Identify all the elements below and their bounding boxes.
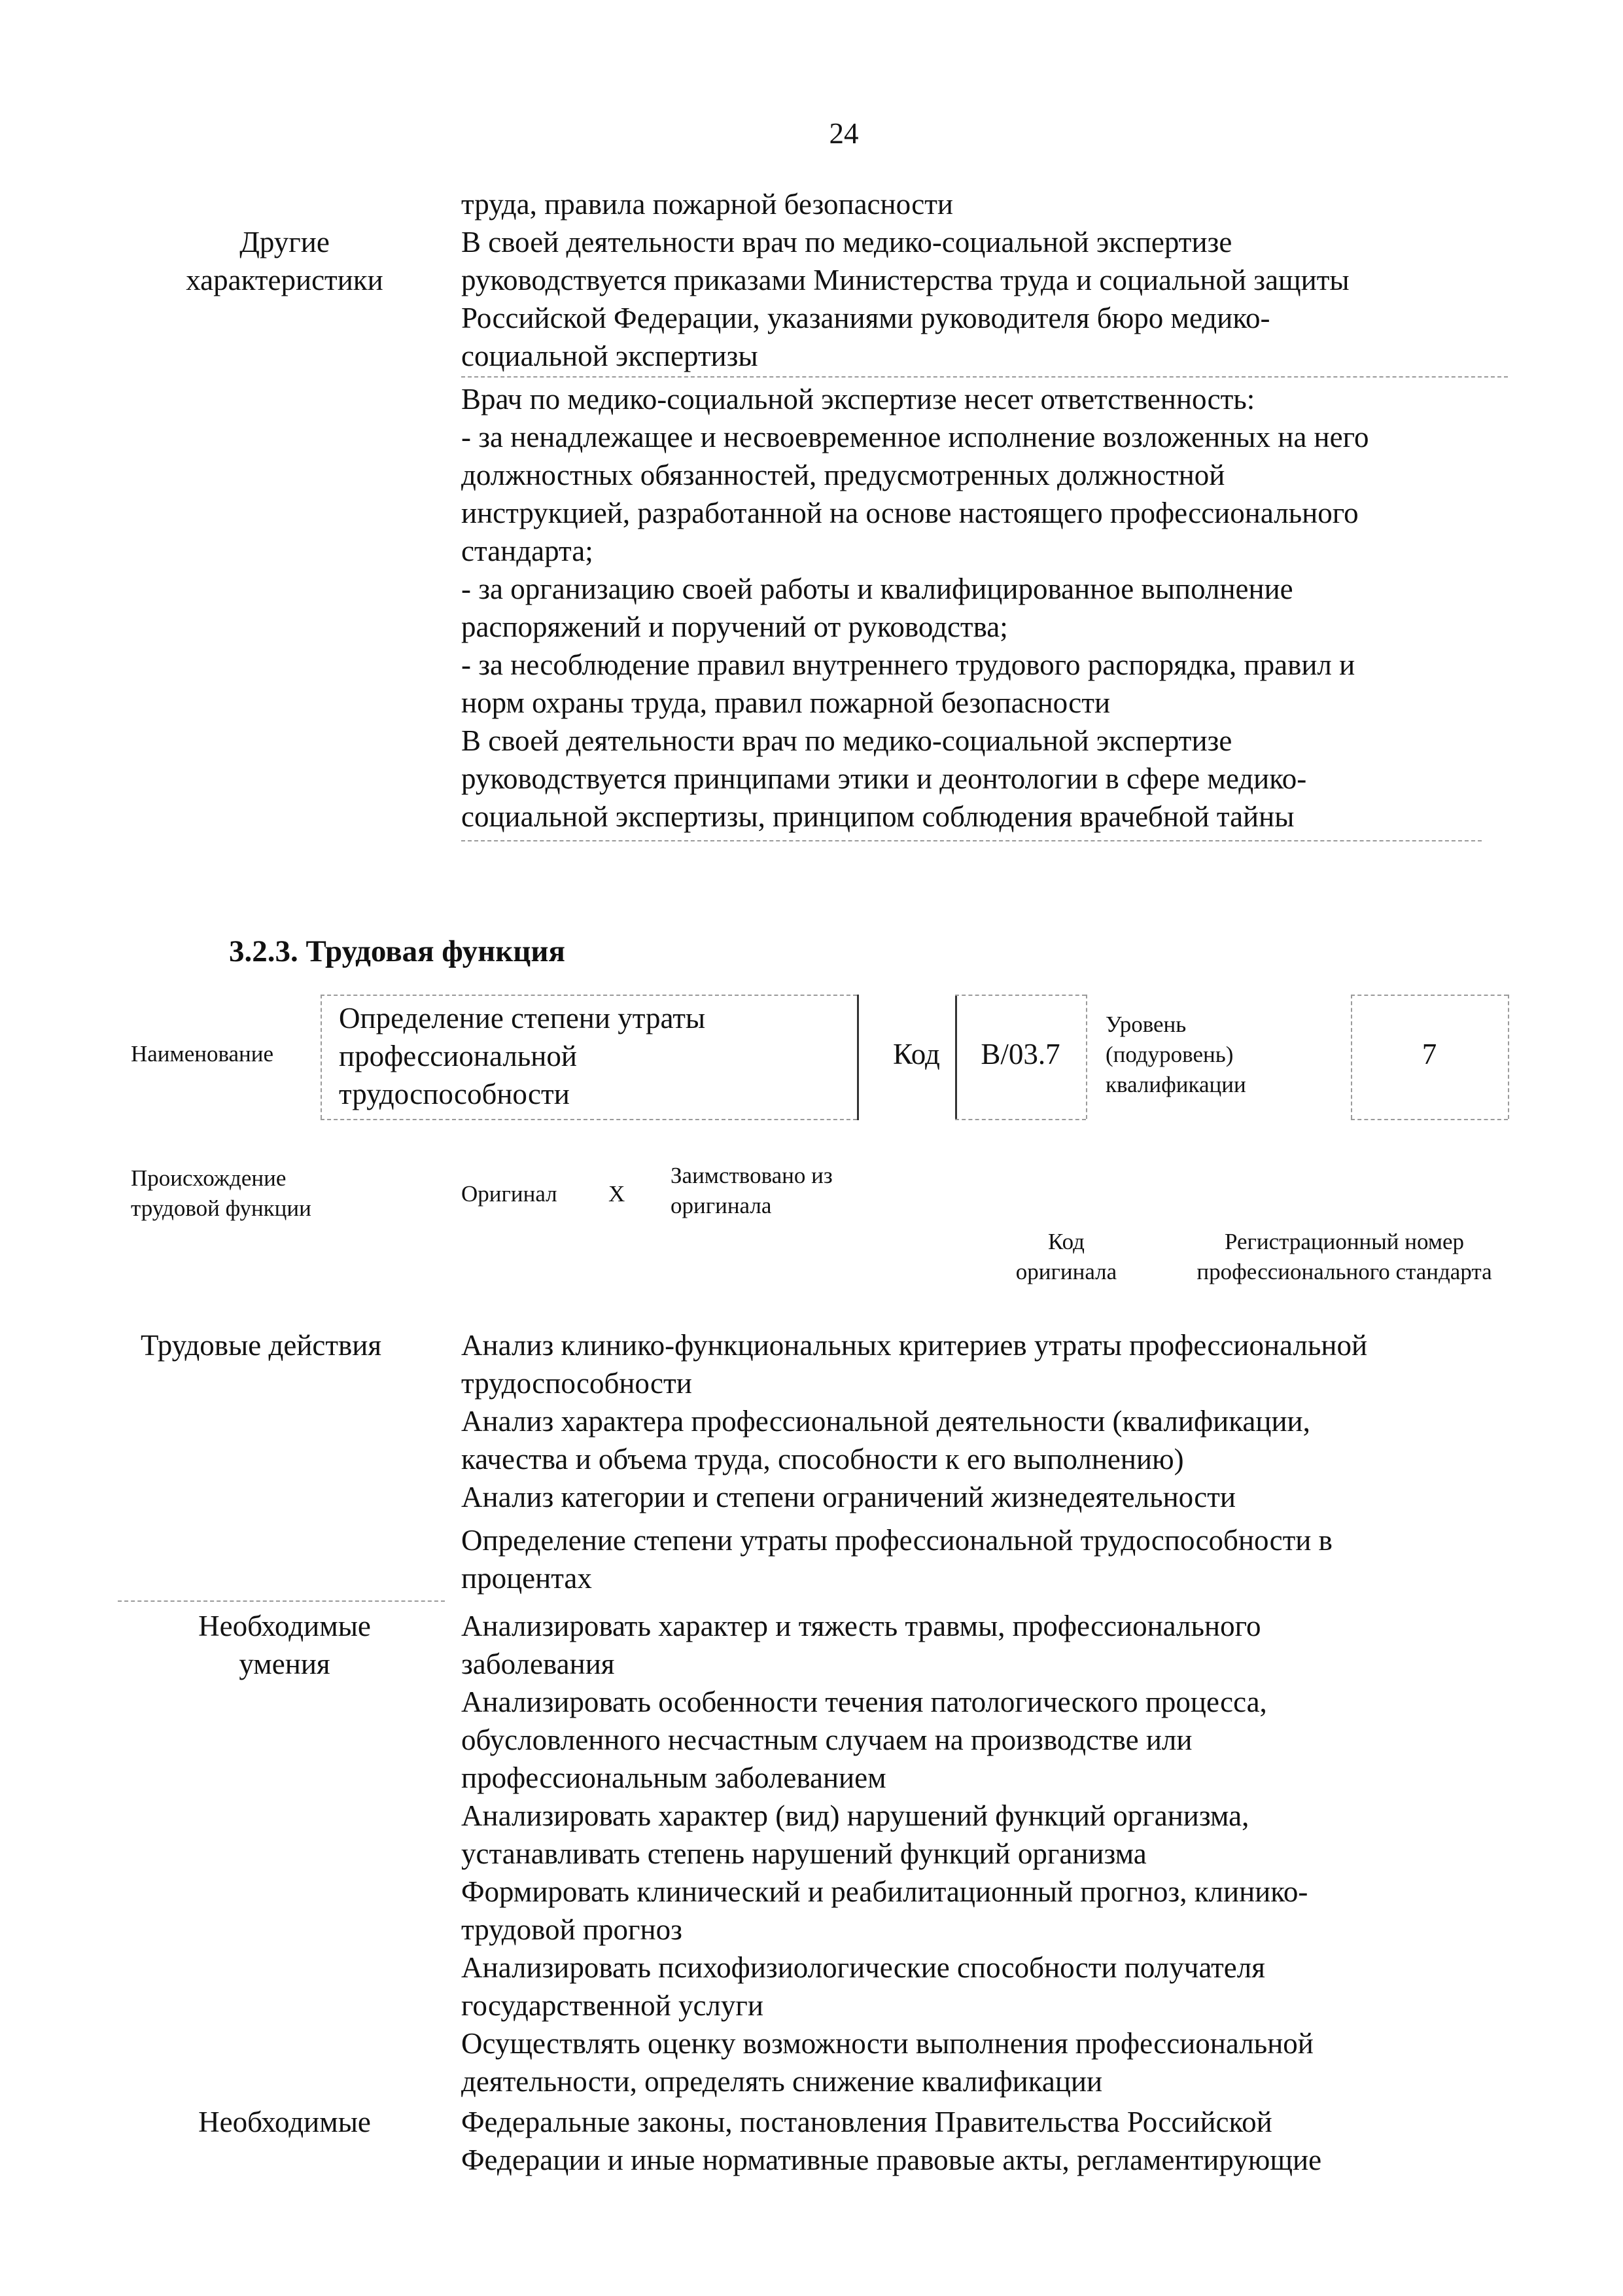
text-line: Анализировать психофизиологические способности получателя	[461, 1951, 1265, 1984]
label-line: Другие	[239, 226, 330, 258]
list-item	[461, 1607, 1314, 1683]
function-name	[339, 999, 705, 1113]
name-box-top-border	[321, 995, 857, 996]
text-line: Анализ клинико-функциональных критериев утраты профессиональной	[461, 1329, 1368, 1362]
level-box-right-border	[1508, 995, 1509, 1119]
text-line: умения	[239, 1648, 330, 1680]
text-line: Анализировать характер и тяжесть травмы, профессионального	[461, 1610, 1261, 1642]
text-line: профессиональным заболеванием	[461, 1761, 886, 1794]
continuation-line: труда, правила пожарной безопасности	[461, 188, 953, 221]
text-line: профессиональной	[339, 1040, 577, 1072]
text-line: Анализ категории и степени ограничений жизнедеятельности	[461, 1481, 1236, 1513]
text-line: руководствуется принципами этики и деонтологии в сфере медико-	[461, 762, 1307, 795]
text-line: Российской Федерации, указаниями руководителя бюро медико-	[461, 302, 1270, 334]
text-line: Анализировать особенности течения патологического процесса,	[461, 1686, 1267, 1718]
level-box-bottom-border	[1351, 1119, 1508, 1120]
label-line: характеристики	[186, 264, 383, 296]
text-line: (подуровень)	[1106, 1042, 1234, 1067]
level-box-top-border	[1351, 995, 1508, 996]
text-line: инструкцией, разработанной на основе настоящего профессионального	[461, 497, 1359, 529]
text-line: процентах	[461, 1562, 592, 1595]
original-label: Оригинал	[461, 1181, 557, 1207]
code-box-top-border	[955, 995, 1086, 996]
labor-actions-label: Трудовые действия	[141, 1329, 382, 1362]
list-item	[461, 1683, 1314, 1797]
list-item	[461, 1478, 1367, 1516]
text-line: оригинала	[1015, 1259, 1117, 1284]
row-divider	[461, 376, 1508, 378]
list-item	[461, 1873, 1314, 1949]
text-line: Осуществлять оценку возможности выполнения профессиональной	[461, 2027, 1314, 2060]
text-line: Уровень	[1106, 1012, 1187, 1037]
text-line: норм охраны труда, правил пожарной безопасности	[461, 686, 1111, 719]
text-line: Определение степени утраты	[339, 1002, 706, 1034]
code-original-label	[1001, 1227, 1132, 1287]
text-line: Код	[1048, 1229, 1085, 1254]
text-line: Необходимые	[198, 1610, 371, 1642]
text-line: В своей деятельности врач по медико-социальной экспертизе	[461, 226, 1232, 258]
list-item	[461, 1326, 1367, 1402]
text-line: социальной экспертизы, принципом соблюдения врачебной тайны	[461, 800, 1295, 833]
other-characteristics-block2	[461, 380, 1369, 836]
text-line: - за ненадлежащее и несвоевременное исполнение возложенных на него	[461, 421, 1369, 453]
text-line: устанавливать степень нарушений функций организма	[461, 1837, 1147, 1870]
text-line: Врач по медико-социальной экспертизе несет ответственность:	[461, 383, 1255, 415]
other-characteristics-label	[154, 223, 415, 299]
text-line: руководствуется приказами Министерства труда и социальной защиты	[461, 264, 1350, 296]
page-number: 24	[829, 117, 859, 150]
text-line: В своей деятельности врач по медико-социальной экспертизе	[461, 724, 1232, 757]
text-line: деятельности, определять снижение квалификации	[461, 2065, 1103, 2098]
code-box-bottom-border	[955, 1119, 1086, 1120]
list-item	[461, 1949, 1314, 2024]
text-line: обусловленного несчастным случаем на производстве или	[461, 1723, 1193, 1756]
list-item	[461, 2103, 1321, 2179]
text-line: трудоспособности	[339, 1078, 570, 1110]
origin-label	[131, 1163, 311, 1224]
name-box-right-border	[857, 995, 859, 1120]
list-item	[461, 1402, 1367, 1478]
text-line: заболевания	[461, 1648, 615, 1680]
row-divider	[118, 1600, 445, 1602]
text-line: должностных обязанностей, предусмотренных должностной	[461, 459, 1225, 491]
code-box-right-border	[1086, 995, 1087, 1119]
text-line: Анализ характера профессиональной деятельности (квалификации,	[461, 1405, 1310, 1438]
text-line: Происхождение	[131, 1165, 287, 1191]
text-line: Определение степени утраты профессиональной трудоспособности в	[461, 1524, 1333, 1557]
text-line: Анализировать характер (вид) нарушений функций организма,	[461, 1799, 1249, 1832]
text-line: стандарта;	[461, 535, 593, 567]
text-line: - за несоблюдение правил внутреннего трудового распорядка, правил и	[461, 648, 1355, 681]
required-skills-list	[461, 1607, 1314, 2100]
other-characteristics-block1	[461, 223, 1350, 375]
text-line: Формировать клинический и реабилитационный прогноз, клинико-	[461, 1875, 1308, 1908]
text-line: Федеральные законы, постановления Правительства Российской	[461, 2106, 1272, 2138]
text-line: социальной экспертизы	[461, 340, 758, 372]
list-item	[461, 2024, 1314, 2100]
name-box-bottom-border	[321, 1119, 857, 1120]
level-label	[1106, 1010, 1246, 1100]
required-skills-label	[154, 1607, 415, 1683]
code-value: B/03.7	[981, 1038, 1060, 1070]
original-mark: X	[608, 1181, 625, 1207]
row-divider	[461, 840, 1482, 841]
level-value: 7	[1422, 1038, 1437, 1070]
required-knowledge-label: Необходимые	[198, 2106, 371, 2138]
section-title: 3.2.3. Трудовая функция	[229, 934, 565, 968]
text-line: Регистрационный номер	[1224, 1229, 1465, 1254]
text-line: трудоспособности	[461, 1367, 692, 1400]
list-item	[461, 1521, 1367, 1597]
text-line: профессионального стандарта	[1196, 1259, 1492, 1284]
text-line: государственной услуги	[461, 1989, 763, 2022]
text-line: оригинала	[671, 1193, 772, 1218]
borrowed-label	[671, 1161, 833, 1221]
text-line: качества и объема труда, способности к его выполнению)	[461, 1443, 1184, 1475]
text-line: трудовой прогноз	[461, 1913, 682, 1946]
labor-actions-list	[461, 1326, 1367, 1597]
text-line: распоряжений и поручений от руководства;	[461, 610, 1008, 643]
text-line: - за организацию своей работы и квалифицированное выполнение	[461, 573, 1293, 605]
name-box-left-border	[321, 995, 322, 1119]
text-line: квалификации	[1106, 1072, 1246, 1097]
required-knowledge-list	[461, 2103, 1321, 2179]
text-line: трудовой функции	[131, 1195, 311, 1221]
reg-number-label	[1171, 1227, 1518, 1287]
name-label: Наименование	[131, 1041, 274, 1067]
text-line: Федерации и иные нормативные правовые акты, регламентирующие	[461, 2144, 1322, 2176]
text-line: Заимствовано из	[671, 1163, 833, 1188]
list-item	[461, 1797, 1314, 1873]
code-label: Код	[893, 1038, 940, 1070]
